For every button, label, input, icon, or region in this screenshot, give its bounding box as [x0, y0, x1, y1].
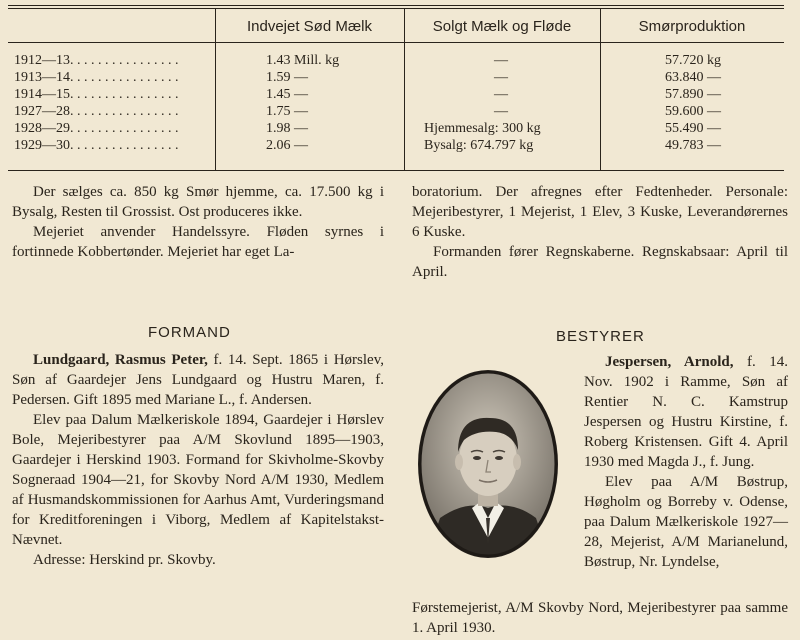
table-cell-butter: 57.720 kg	[665, 53, 721, 68]
table-cell-milk: 1.98 —	[266, 121, 308, 136]
paragraph: Førstemejerist, A/M Skovby Nord, Mejeribestyrer paa samme 1. April 1930.	[412, 600, 788, 636]
paragraph: Adresse: Herskind pr. Skovby.	[33, 552, 216, 568]
table-cell-butter: 55.490 —	[665, 121, 721, 136]
paragraph: boratorium. Der afregnes efter Fedtenheder. Personale: Mejeribestyrer, 1 Mejerist, 1 Elev, 3 Kuske, Leverandørernes 6 Kuske.	[412, 184, 788, 240]
paragraph: Mejeriet anvender Handelssyre. Fløden syrnes i fortinnede Kobbertønder. Mejeriet har eget La-	[12, 224, 384, 260]
bestyrer-biography-continued	[412, 598, 788, 638]
table-cell-sold: —	[494, 104, 508, 119]
table-cell-butter: 59.600 —	[665, 104, 721, 119]
intro-right-column	[412, 182, 788, 282]
formand-name: Lundgaard, Rasmus Peter,	[33, 352, 208, 368]
production-table	[8, 0, 784, 172]
header-milk-sold: Solgt Mælk og Fløde	[432, 18, 572, 35]
table-cell-sold: —	[494, 70, 508, 85]
bestyrer-biography	[584, 352, 788, 572]
paragraph: Elev paa A/M Bøstrup, Høgholm og Borreby v. Odense, paa Dalum Mælkeriskole 1927—28, Mejerist, A/M Marianelund, Bøstrup, Nr. Lyndelse,	[584, 474, 788, 570]
section-heading-formand: FORMAND	[148, 324, 231, 341]
paragraph: Elev paa Dalum Mælkeriskole 1894, Gaardejer i Hørslev Bole, Mejeribestyrer paa A/M Skovlund 1895—1903, Gaardejer i Herskind 1903. Formand for Skivholme-Skovby Sogneraad 1904—21, for Skovby Nord A/M 1930, Medlem af Husmandskommissionen for Aarhus Amt, Vurderingsmand for Kreditforeningen i Viborg, Medlem af Kapitelstakst-Nævnet.	[12, 412, 384, 548]
table-cell-butter: 57.890 —	[665, 87, 721, 102]
intro-left-column	[12, 182, 384, 262]
table-bottom-rule	[8, 170, 784, 171]
table-cell-sold: —	[494, 87, 508, 102]
table-top-rule-2	[8, 8, 784, 9]
table-cell-milk: 1.59 —	[266, 70, 308, 85]
table-cell-sold: Bysalg: 674.797 kg	[424, 138, 534, 153]
bestyrer-birth: f. 14. Nov. 1902 i Ramme, Søn af Rentier N. C. Kamstrup Jespersen og Hustru Kirstine, f. Roberg Kristensen. Gift 4. April 1930 med Magda J., f. Jung.	[584, 354, 788, 470]
table-cell-sold: Hjemmesalg: 300 kg	[424, 121, 541, 136]
table-row-year: 1929—30. . . . . . . . . . . . . . . .	[14, 138, 179, 153]
portrait-photo	[416, 368, 560, 560]
table-row-year: 1913—14. . . . . . . . . . . . . . . .	[14, 70, 179, 85]
paragraph: Der sælges ca. 850 kg Smør hjemme, ca. 17.500 kg i Bysalg, Resten til Grossist. Ost produceres ikke.	[12, 184, 384, 220]
table-cell-butter: 49.783 —	[665, 138, 721, 153]
bestyrer-name: Jespersen, Arnold,	[605, 354, 734, 370]
header-milk-weighed: Indvejet Sød Mælk	[246, 18, 373, 35]
table-cell-milk: 2.06 —	[266, 138, 308, 153]
table-row-year: 1927—28. . . . . . . . . . . . . . . .	[14, 104, 179, 119]
paragraph: Formanden fører Regnskaberne. Regnskabsaar: April til April.	[412, 244, 788, 280]
header-butter-production: Smørproduktion	[638, 18, 746, 35]
table-cell-sold: —	[494, 53, 508, 68]
table-top-rule	[8, 5, 784, 6]
formand-birth: f. 14. Sept. 1865 i Hørslev, Søn af Gaardejer Jens Lundgaard og Hustru Maren, f. Pedersen. Gift 1895 med Mariane L., f. Andersen.	[12, 352, 384, 408]
table-cell-milk: 1.75 —	[266, 104, 308, 119]
section-heading-bestyrer: BESTYRER	[556, 328, 645, 345]
table-header-rule	[8, 42, 784, 43]
table-cell-milk: 1.43 Mill. kg	[266, 53, 340, 68]
table-row-year: 1928—29. . . . . . . . . . . . . . . .	[14, 121, 179, 136]
table-row-year: 1914—15. . . . . . . . . . . . . . . .	[14, 87, 179, 102]
table-row-year: 1912—13. . . . . . . . . . . . . . . .	[14, 53, 179, 68]
formand-biography	[12, 350, 384, 570]
table-cell-milk: 1.45 —	[266, 87, 308, 102]
table-cell-butter: 63.840 —	[665, 70, 721, 85]
